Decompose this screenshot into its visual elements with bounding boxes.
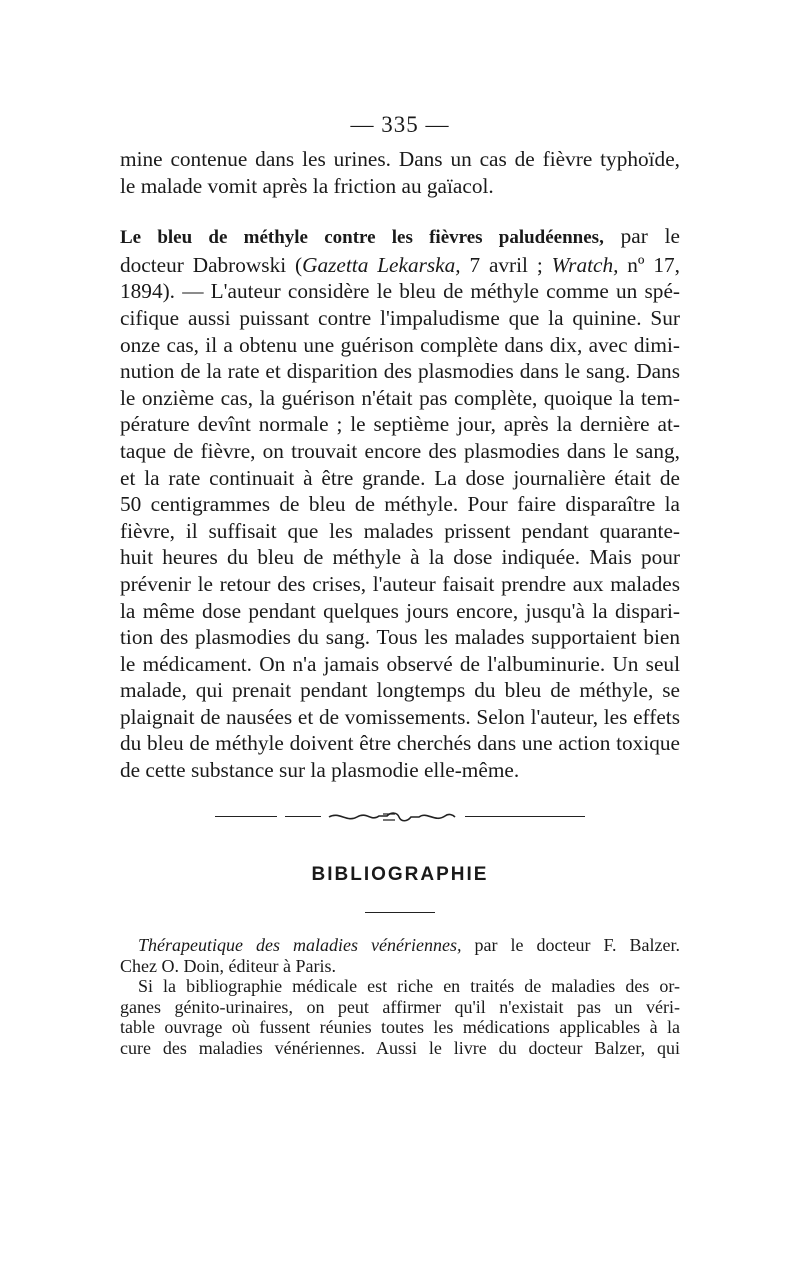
text-line: malade, qui prenait pendant longtemps du bleu de méthyle, se — [120, 678, 680, 703]
text-line — [120, 935, 680, 956]
text-line: 1894). — L'auteur considère le bleu de méthyle comme un spé- — [120, 279, 680, 304]
text-line: ganes génito-urinaires, on peut affirmer qu'il n'existait pas un véri- — [120, 996, 680, 1017]
book-title: Thérapeutique des maladies vénériennes, — [138, 935, 462, 956]
publisher-line: Chez O. Doin, éditeur à Paris. — [120, 955, 336, 976]
heading-underline — [365, 912, 435, 913]
flourish-icon — [327, 810, 457, 824]
article-bleu-de-methyle — [120, 223, 680, 783]
text-line: tion des plasmodies du sang. Tous les malades supportaient bien — [120, 625, 680, 650]
text-line: cifique aussi puissant contre l'impaludisme que la quinine. Sur — [120, 305, 680, 330]
text-line: le médicament. On n'a jamais observé de l'albuminurie. Un seul — [120, 651, 680, 676]
section-heading: BIBLIOGRAPHIE — [311, 863, 489, 885]
text-line: mine contenue dans les urines. Dans un cas de fièvre typhoïde, — [120, 147, 680, 171]
journal-gazetta: Gazetta Lekarska, — [302, 252, 461, 277]
text-line: table ouvrage où fussent réunies toutes les médications applicables à la — [120, 1017, 680, 1038]
text-fragment: par le — [603, 224, 680, 249]
text-line: nution de la rate et disparition des plasmodies dans le sang. Dans — [120, 359, 680, 384]
page-content — [120, 112, 680, 1059]
text-line: onze cas, il a obtenu une guérison complète dans dix, avec dimi- — [120, 332, 680, 357]
text-line: cure des maladies vénériennes. Aussi le livre du docteur Balzer, qui — [120, 1038, 680, 1059]
text-line: de cette substance sur la plasmodie elle-même. — [120, 758, 520, 783]
text-line: Si la bibliographie médicale est riche en traités de maladies des or- — [138, 976, 680, 997]
journal-wratch: Wratch, — [551, 252, 619, 277]
divider-rule — [215, 816, 277, 817]
text-line: et la rate continuait à être grande. La dose journalière était de — [120, 465, 680, 490]
text-line: du bleu de méthyle doivent être cherchés dans une action toxique — [120, 731, 680, 756]
text-line: prévenir le retour des crises, l'auteur faisait prendre aux malades — [120, 571, 680, 596]
book-author: par le docteur F. Balzer. — [461, 935, 680, 956]
text-fragment: 7 avril ; — [460, 252, 552, 277]
divider-rule — [285, 816, 321, 817]
divider-rule — [465, 816, 585, 817]
text-line — [120, 223, 680, 252]
ornamental-divider — [215, 812, 585, 822]
text-line: la même dose pendant quelques jours encore, jusqu'à la dispari- — [120, 598, 680, 623]
text-line — [120, 252, 680, 279]
text-line: le onzième cas, la guérison n'était pas complète, quoique la tem- — [120, 385, 680, 410]
text-line: huit heures du bleu de méthyle à la dose indiquée. Mais pour — [120, 545, 680, 570]
paragraph-intro — [120, 146, 680, 199]
article-title: Le bleu de méthyle contre les fièvres paludéennes, — [120, 227, 604, 249]
text-fragment: nº 17, — [618, 252, 681, 277]
text-line: pérature devînt normale ; le septième jour, après la dernière at- — [120, 412, 680, 437]
bibliography-entry — [120, 935, 680, 1059]
text-line: fièvre, il suffisait que les malades prissent pendant quarante- — [120, 518, 680, 543]
page-number: — 335 — — [350, 112, 450, 137]
text-line: taque de fièvre, on trouvait encore des plasmodies dans le sang, — [120, 438, 680, 463]
text-line: 50 centigrammes de bleu de méthyle. Pour faire disparaître la — [120, 492, 680, 517]
text-line: le malade vomit après la friction au gaïacol. — [120, 173, 494, 198]
text-line: plaignait de nausées et de vomissements. Selon l'auteur, les effets — [120, 704, 680, 729]
text-fragment: docteur Dabrowski ( — [120, 252, 303, 277]
